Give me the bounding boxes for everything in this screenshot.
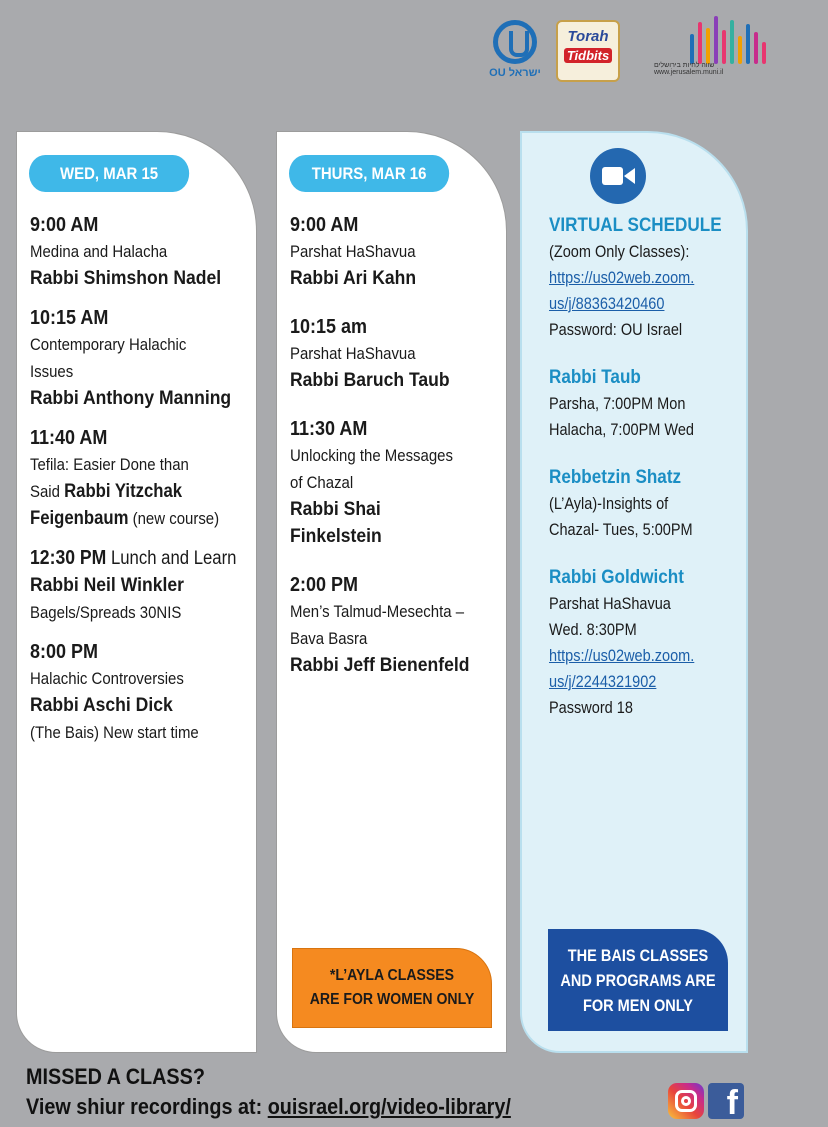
class-time: Halacha, 7:00PM Wed <box>549 421 695 439</box>
jerusalem-municipality-logo <box>654 14 776 84</box>
session-title: of Chazal <box>290 473 354 492</box>
virtual-goldwicht <box>549 565 749 721</box>
teacher-name: Rebbetzin Shatz <box>549 467 682 488</box>
day-badge-wednesday: WED, MAR 15 <box>29 155 189 192</box>
zoom-link-2[interactable]: https://us02web.zoom. <box>549 647 695 665</box>
session-rabbi: Rabbi Baruch Taub <box>290 369 450 391</box>
session-time: 10:15 am <box>290 316 368 338</box>
thursday-sessions <box>290 212 515 692</box>
notice-line: AND PROGRAMS ARE <box>560 972 716 990</box>
session <box>290 314 515 394</box>
session-time-line <box>30 545 237 572</box>
session-rabbi: Rabbi Shai <box>290 498 381 520</box>
virtual-intro-text: (Zoom Only Classes): <box>549 243 690 261</box>
session <box>290 572 515 679</box>
session <box>30 305 255 412</box>
session-note: (The Bais) New start time <box>30 723 199 742</box>
session-time: 11:30 AM <box>290 418 368 440</box>
ou-logo-mark <box>493 20 537 64</box>
session-time: 9:00 AM <box>30 214 99 236</box>
session-rabbi: Rabbi Yitzchak <box>64 481 183 502</box>
session <box>30 212 255 292</box>
session-rabbi: Rabbi Jeff Bienenfeld <box>290 654 470 676</box>
torah-tidbits-line1: Torah <box>567 28 609 45</box>
session-time: 11:40 AM <box>30 427 108 449</box>
jerusalem-logo-art <box>686 14 776 64</box>
zoom-link-1[interactable]: https://us02web.zoom. <box>549 269 695 287</box>
session-rabbi: Feigenbaum <box>30 508 129 529</box>
day-badge-thursday: THURS, MAR 16 <box>289 155 449 192</box>
men-only-notice <box>548 929 728 1031</box>
video-library-link[interactable]: ouisrael.org/video-library/ <box>267 1094 511 1119</box>
session-title: Men’s Talmud-Mesechta – <box>290 602 465 621</box>
session-title: Halachic Controversies <box>30 669 184 688</box>
notice-line: FOR MEN ONLY <box>583 997 693 1015</box>
instagram-icon[interactable] <box>668 1083 704 1119</box>
session-note: (new course) <box>128 509 220 528</box>
session-title: Lunch and Learn <box>106 548 237 569</box>
wednesday-sessions <box>30 212 255 759</box>
session-title-mixed <box>30 478 228 505</box>
sponsor-logos <box>486 14 776 94</box>
torah-tidbits-line2: Tidbits <box>564 48 612 63</box>
session-rabbi: Rabbi Ari Kahn <box>290 267 417 289</box>
session <box>30 425 255 532</box>
session-time: 10:15 AM <box>30 307 109 329</box>
virtual-schedule-card <box>520 131 748 1053</box>
session-title: Medina and Halacha <box>30 242 168 261</box>
session <box>30 545 255 626</box>
notice-line: ARE FOR WOMEN ONLY <box>309 991 475 1008</box>
teacher-name: Rabbi Goldwicht <box>549 567 684 588</box>
zoom-password-2: Password 18 <box>549 699 633 717</box>
class-time: Parsha, 7:00PM Mon <box>549 395 686 413</box>
women-only-notice <box>292 948 492 1028</box>
recordings-line <box>26 1092 566 1122</box>
footer <box>26 1062 626 1122</box>
session-title: Parshat HaShavua <box>290 242 416 261</box>
session-rabbi: Rabbi Shimshon Nadel <box>30 267 222 289</box>
session-time: 9:00 AM <box>290 214 359 236</box>
class-time: Chazal- Tues, 5:00PM <box>549 521 693 539</box>
virtual-intro <box>549 213 749 343</box>
session-title: Bava Basra <box>290 629 368 648</box>
session-rabbi-mixed <box>30 505 228 532</box>
virtual-shatz <box>549 465 749 543</box>
jerusalem-logo-text: שווה לחיות בירושלים www.jerusalem.muni.il <box>654 62 724 76</box>
teacher-name: Rabbi Taub <box>549 367 641 388</box>
virtual-schedule-content <box>549 213 749 743</box>
virtual-heading: VIRTUAL SCHEDULE <box>549 215 722 236</box>
ou-logo-text: OU ישראל <box>489 67 541 79</box>
session-title-part: Said <box>30 482 65 501</box>
session-rabbi: Rabbi Neil Winkler <box>30 574 184 596</box>
session <box>30 639 255 746</box>
class-time: Wed. 8:30PM <box>549 621 637 639</box>
session-title: Contemporary Halachic <box>30 335 187 354</box>
session-time: 12:30 PM <box>30 547 107 569</box>
session-title: Tefila: Easier Done than <box>30 455 189 474</box>
session-title: Issues <box>30 362 74 381</box>
notice-line: *L’AYLA CLASSES <box>329 967 455 984</box>
notice-line: THE BAIS CLASSES <box>567 947 709 965</box>
session-rabbi: Rabbi Anthony Manning <box>30 387 232 409</box>
session-rabbi: Finkelstein <box>290 525 382 547</box>
facebook-icon[interactable]: f <box>708 1083 744 1119</box>
session-rabbi: Rabbi Aschi Dick <box>30 694 173 716</box>
class-title: Parshat HaShavua <box>549 595 671 613</box>
schedule-card-thursday <box>276 131 507 1053</box>
video-camera-icon <box>590 148 646 204</box>
schedule-card-wednesday <box>16 131 257 1053</box>
session-title: Unlocking the Messages <box>290 446 453 465</box>
virtual-taub <box>549 365 749 443</box>
zoom-link-1-cont[interactable]: us/j/88363420460 <box>549 295 665 313</box>
session <box>290 212 515 292</box>
torah-tidbits-logo <box>556 20 620 82</box>
zoom-link-2-cont[interactable]: us/j/2244321902 <box>549 673 657 691</box>
session-time: 2:00 PM <box>290 574 359 596</box>
ou-israel-logo <box>486 20 544 94</box>
session-time: 8:00 PM <box>30 641 99 663</box>
session-note: Bagels/Spreads 30NIS <box>30 603 182 622</box>
recordings-prefix: View shiur recordings at: <box>26 1094 268 1119</box>
session-title: Parshat HaShavua <box>290 344 416 363</box>
zoom-password-1: Password: OU Israel <box>549 321 683 339</box>
class-time: (L’Ayla)-Insights of <box>549 495 669 513</box>
missed-class-heading: MISSED A CLASS? <box>26 1064 205 1089</box>
session <box>290 416 515 550</box>
